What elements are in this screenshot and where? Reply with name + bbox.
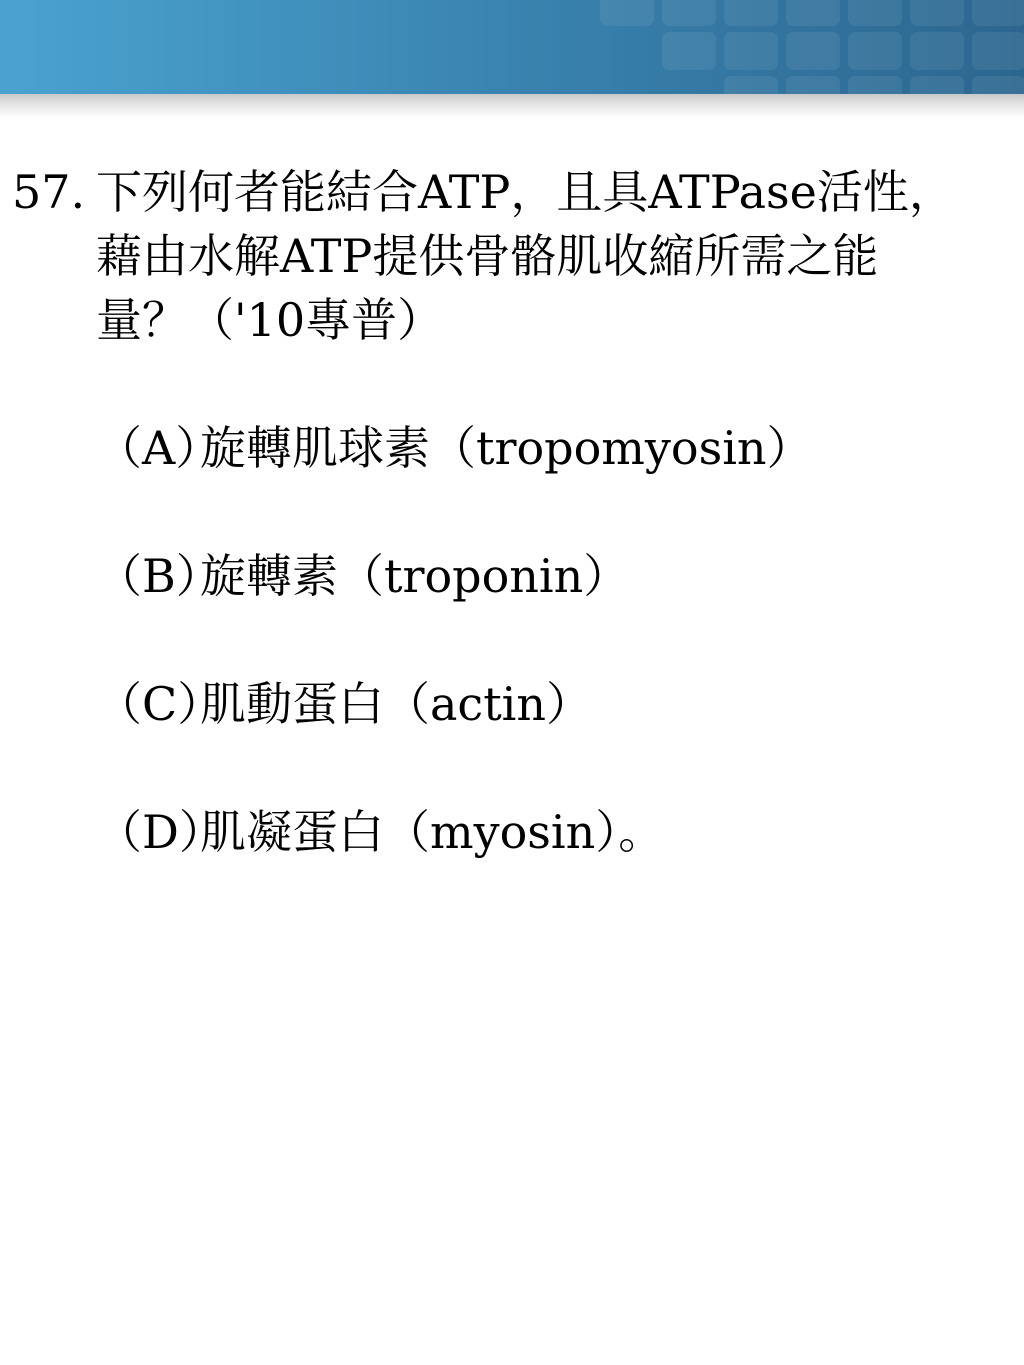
answer-options [12, 416, 1018, 864]
option-b [96, 544, 1018, 608]
option-a-mark: （A） [96, 421, 222, 475]
option-b-text: 旋轉素（troponin） [200, 549, 630, 603]
option-d [96, 800, 1018, 864]
question-block [12, 160, 1018, 352]
option-c [96, 672, 1018, 736]
option-c-text: 肌動蛋白（actin） [200, 677, 593, 731]
question-line: 藉由水解ATP提供骨骼肌收縮所需之能 [96, 229, 879, 283]
question-line: 量？（'10專普） [96, 293, 444, 347]
option-a-text: 旋轉肌球素（tropomyosin） [200, 421, 813, 475]
option-d-mark: （D） [96, 805, 225, 859]
option-c-mark: （C） [96, 677, 224, 731]
slide-content [12, 160, 1018, 928]
header-banner [0, 0, 1024, 94]
question-line: 下列何者能結合ATP，且具ATPase活性， [96, 165, 955, 219]
header-divider [0, 94, 1024, 118]
question-text [96, 160, 1018, 352]
option-b-mark: （B） [96, 549, 222, 603]
header-tile-pattern [0, 0, 1024, 94]
option-d-text: 肌凝蛋白（myosin）。 [200, 805, 665, 859]
option-a [96, 416, 1018, 480]
question-number: 57. [12, 165, 86, 219]
